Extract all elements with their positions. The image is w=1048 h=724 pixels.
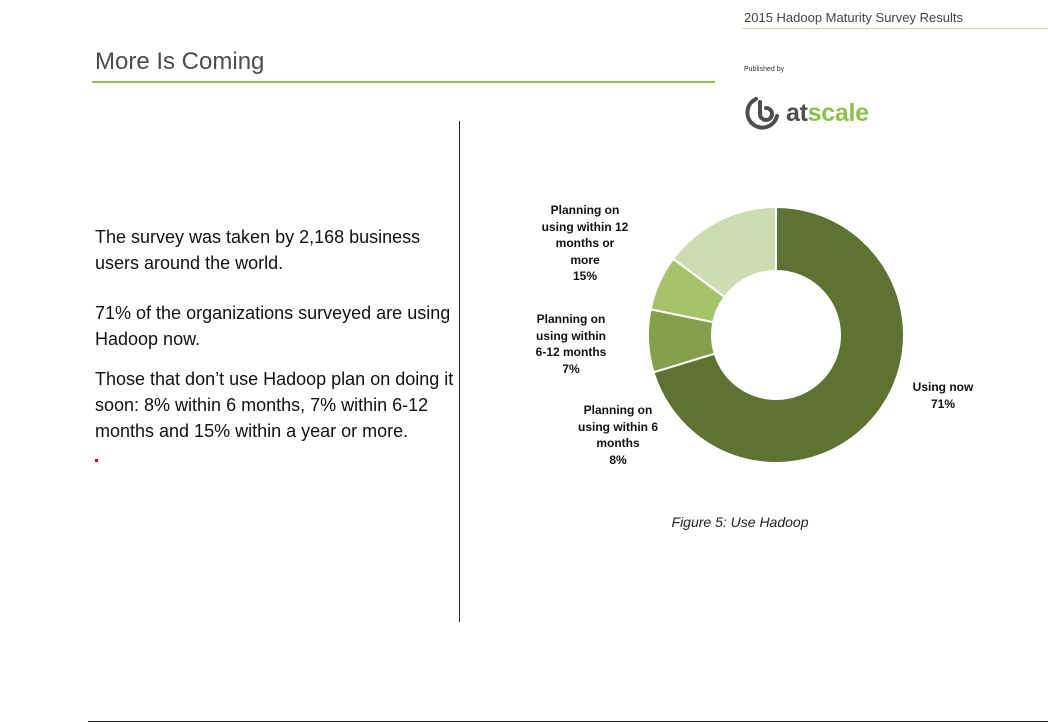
label-using-now	[898, 379, 988, 412]
red-marker	[95, 459, 98, 462]
label-line: months	[596, 436, 640, 450]
using-now-paragraph: 71% of the organizations surveyed are using Hadoop now.	[95, 303, 451, 349]
label-line: months or	[555, 236, 615, 250]
page-title: More Is Coming	[95, 48, 265, 75]
published-by-label: Published by	[744, 66, 785, 73]
label-within-6-12-months	[521, 311, 621, 377]
hadoop-usage-chart	[470, 180, 1048, 500]
label-line: 6-12 months	[535, 345, 607, 359]
label-line: using within 6	[578, 419, 658, 434]
label-line: Planning on	[536, 312, 606, 326]
figure-caption: Figure 5: Use Hadoop	[671, 514, 809, 530]
label-line: more	[570, 252, 600, 267]
label-line: Planning on	[550, 203, 620, 217]
label-line: Using now	[912, 380, 974, 394]
atscale-logo-icon	[742, 94, 782, 136]
logo-text-scale: scale	[807, 99, 869, 127]
footer-divider	[88, 721, 1048, 722]
atscale-logo	[742, 94, 892, 136]
logo-text-at: at	[786, 99, 808, 127]
header-divider	[742, 28, 1048, 29]
label-line: using within	[536, 328, 606, 343]
label-line: 8%	[609, 452, 627, 467]
survey-size-paragraph: The survey was taken by 2,168 business users around the world.	[95, 227, 421, 273]
report-header-title: 2015 Hadoop Maturity Survey Results	[744, 10, 963, 25]
label-line: 7%	[562, 361, 580, 376]
label-line: 71%	[930, 396, 956, 411]
label-line: 15%	[572, 269, 598, 283]
label-line: using within 12	[541, 219, 629, 234]
atscale-wordmark	[786, 99, 869, 128]
label-within-12-months-or-more	[520, 202, 650, 285]
label-line: Planning on	[583, 403, 653, 417]
label-within-6-months	[568, 402, 668, 468]
planning-paragraph: Those that don’t use Hadoop plan on doing it soon: 8% within 6 months, 7% within 6-12 months and 15% within a year or more.	[95, 369, 454, 441]
title-underline	[92, 81, 715, 83]
